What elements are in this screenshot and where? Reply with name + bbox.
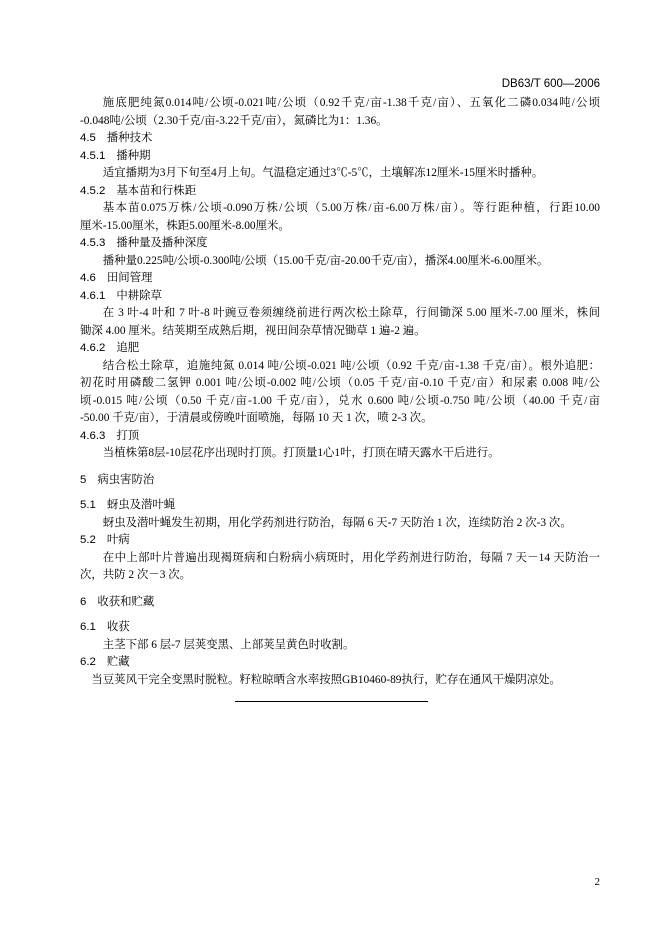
section-title: 病虫害防治 <box>97 473 155 486</box>
heading-field-management <box>80 270 600 288</box>
paragraph-line: 适宜播期为3月下旬至4月上旬。气温稳定通过3℃-5℃，土壤解冻12厘米-15厘米时播种。 <box>102 167 544 179</box>
paragraph-topdressing <box>80 358 600 428</box>
paragraph-line: 次，共防 2 次－3 次。 <box>80 569 192 581</box>
paragraph-line: 施底肥纯氮0.014吨/公顷-0.021吨/公顷（0.92千克/亩-1.38千克/亩）、五氧化二磷0.034吨/公顷 <box>102 97 600 109</box>
section-number: 6 <box>80 595 87 608</box>
section-number: 6.2 <box>80 656 96 668</box>
section-number: 4.5.1 <box>80 149 106 162</box>
heading-topping <box>80 428 600 446</box>
section-number: 4.6 <box>80 272 96 284</box>
section-title: 基本苗和行株距 <box>116 184 197 197</box>
section-title: 打顶 <box>116 429 140 442</box>
section-number: 5.1 <box>80 499 96 511</box>
paragraph-line: -50.00 千克/亩），于清晨或傍晚叶面喷施，每隔 10 天 1 次，喷 2-3 次。 <box>80 412 433 424</box>
paragraph-line: -0.048吨/公顷（2.30千克/亩-3.22千克/亩），氮磷比为1：1.36。 <box>80 114 388 127</box>
heading-storage <box>80 654 600 672</box>
section-number: 6.1 <box>80 621 96 633</box>
paragraph-weeding <box>80 305 600 340</box>
heading-sowing-technique <box>80 130 600 148</box>
paragraph-line: 初花时用磷酸二氢钾 0.001 吨/公顷-0.002 吨/公顷（0.05 千克/亩-0.10 千克/亩）和尿素 0.008 吨/公 <box>80 377 600 389</box>
paragraph-line: 基本苗0.075万株/公顷-0.090万株/公顷（5.00万株/亩-6.00万株/亩）。等行距种植，行距10.00 <box>102 202 600 214</box>
paragraph-line: 在中上部叶片普遍出现褐斑病和白粉病小病斑时，用化学药剂进行防治，每隔 7 天－14 天防治一 <box>102 551 600 564</box>
paragraph-line: 蚜虫及潜叶蝇发生初期，用化学药剂进行防治，每隔 6 天-7 天防治 1 次，连续防治 2 次-3 次。 <box>102 516 572 529</box>
section-number: 4.6.2 <box>80 342 106 354</box>
section-number: 5 <box>80 473 87 486</box>
paragraph-leaf-disease <box>80 550 600 585</box>
section-number: 4.6.1 <box>80 289 106 302</box>
paragraph-line: 顷-0.015 吨/公顷（0.50 千克/亩-1.00 千克/亩），兑水 0.600 吨/公顷-0.750 吨/公顷（40.00 千克/亩 <box>80 394 600 407</box>
document-body <box>80 95 600 702</box>
paragraph-line: 主茎下部 6 层-7 层荚变黑、上部荚呈黄色时收割。 <box>102 638 355 651</box>
paragraph-storage <box>80 672 600 690</box>
section-title: 播种技术 <box>106 132 153 144</box>
paragraph-sowing-period <box>80 165 600 183</box>
paragraph-line: 当植株第8层-10层花序出现时打顶。打顶量1心1叶，打顶在晴天露水干后进行。 <box>102 447 500 459</box>
page-number: 2 <box>594 876 600 888</box>
heading-sowing-period <box>80 148 600 166</box>
heading-aphid-leafminer <box>80 497 600 515</box>
section-number: 4.5.2 <box>80 184 106 197</box>
paragraph-harvest <box>80 637 600 655</box>
section-title: 播种量及播种深度 <box>116 237 208 249</box>
section-number: 4.5 <box>80 132 96 144</box>
section-title: 田间管理 <box>106 272 153 284</box>
section-title: 收获 <box>106 621 130 633</box>
standard-number: DB63/T 600—2006 <box>501 78 600 90</box>
section-title: 中耕除草 <box>116 289 162 302</box>
paragraph-aphid-leafminer <box>80 515 600 533</box>
paragraph-seeding-rate-depth <box>80 253 600 271</box>
heading-weeding <box>80 288 600 306</box>
paragraph-line: 播种量0.225吨/公顷-0.300吨/公顷（15.00千克/亩-20.00千克/亩），播深4.00厘米-6.00厘米。 <box>102 254 549 267</box>
section-number: 4.5.3 <box>80 237 106 249</box>
section-number: 5.2 <box>80 534 96 546</box>
section-title: 叶病 <box>106 534 130 546</box>
heading-pest-control <box>80 472 600 490</box>
heading-seeding-rate-depth <box>80 235 600 253</box>
heading-topdressing <box>80 340 600 358</box>
heading-harvest <box>80 619 600 637</box>
section-title: 贮藏 <box>106 656 130 668</box>
paragraph-line: 锄深 4.00 厘米。结荚期至成熟后期，视田间杂草情况锄草 1 遍-2 遍。 <box>80 324 426 337</box>
heading-harvest-storage <box>80 594 600 612</box>
paragraph-line: 结合松土除草，追施纯氮 0.014 吨/公顷-0.021 吨/公顷（0.92 千克/亩-1.38 千克/亩）。根外追肥： <box>102 359 600 372</box>
paragraph-base-fertilizer <box>80 95 600 130</box>
paragraph-seedlings-spacing <box>80 200 600 235</box>
end-divider <box>235 701 428 702</box>
paragraph-line: 厘米-15.00厘米，株距5.00厘米-8.00厘米。 <box>80 219 290 232</box>
paragraph-line: 当豆荚风干完全变黑时脱粒。籽粒晾晒含水率按照GB10460-89执行，贮存在通风干燥阴凉处。 <box>91 673 561 686</box>
section-title: 蚜虫及潜叶蝇 <box>106 499 176 511</box>
heading-leaf-disease <box>80 532 600 550</box>
paragraph-topping <box>80 445 600 463</box>
section-title: 追肥 <box>116 342 140 354</box>
heading-seedlings-spacing <box>80 183 600 201</box>
paragraph-line: 在 3 叶-4 叶和 7 叶-8 叶豌豆卷须缠绕前进行两次松土除草，行间锄深 5.00 厘米-7.00 厘米，株间 <box>102 307 600 319</box>
section-number: 4.6.3 <box>80 429 106 442</box>
section-title: 收获和贮藏 <box>97 595 155 608</box>
section-title: 播种期 <box>116 149 151 162</box>
